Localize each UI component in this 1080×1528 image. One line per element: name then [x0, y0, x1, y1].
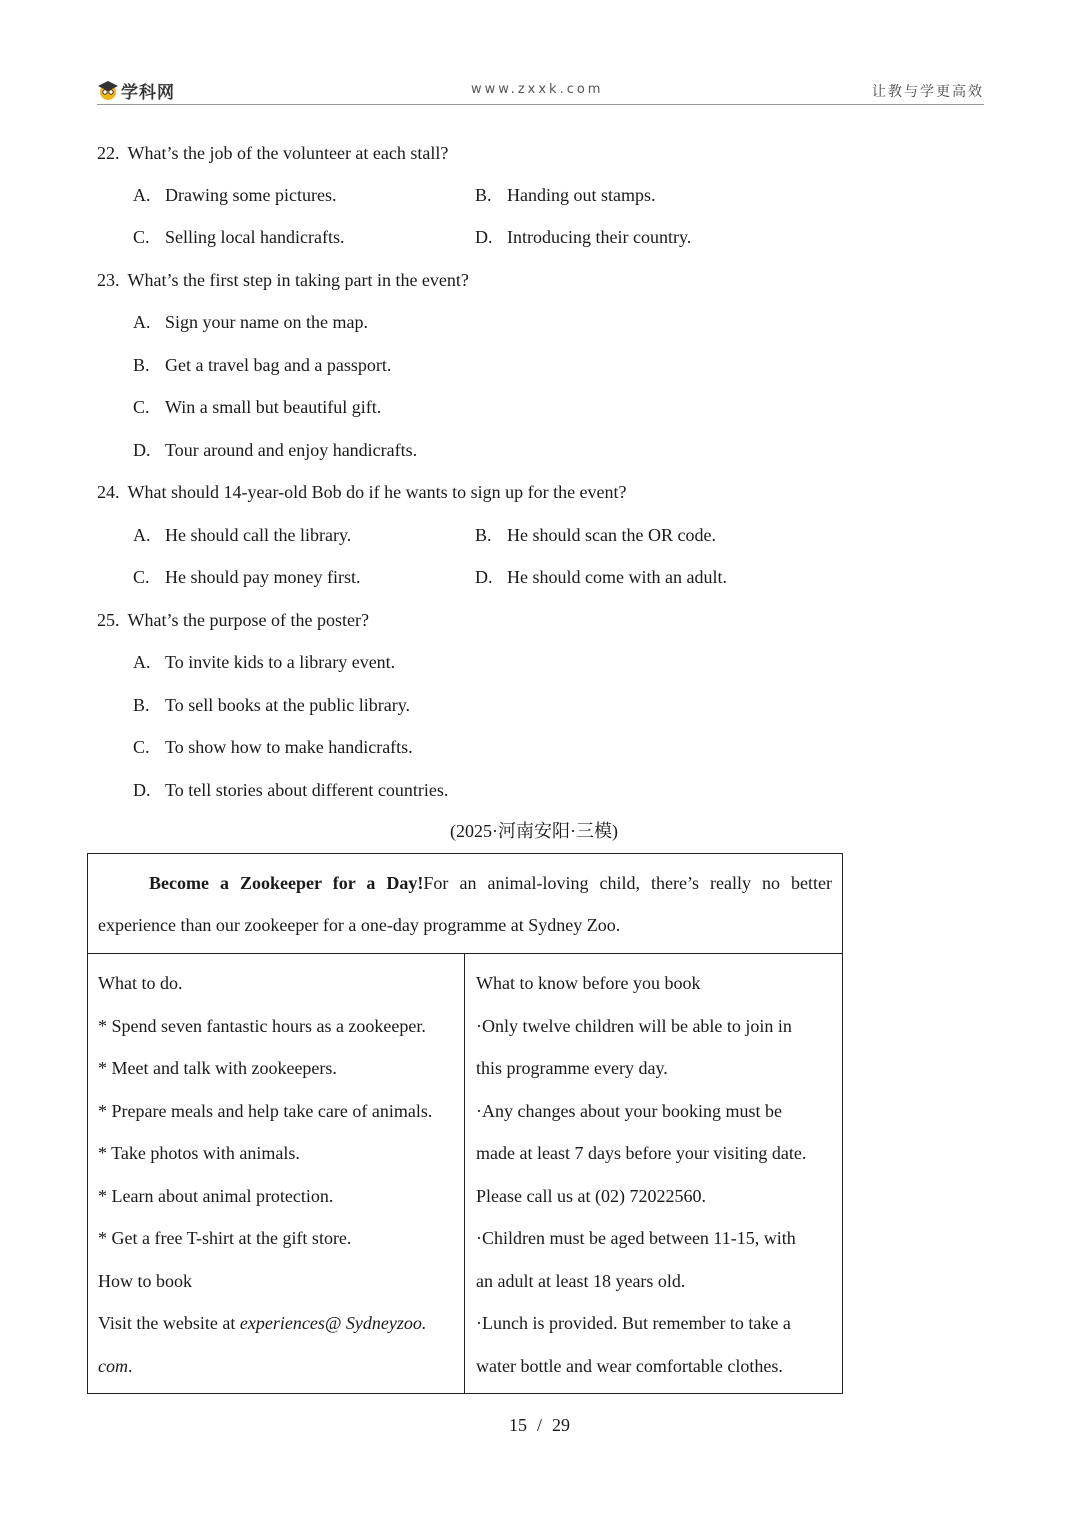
option-25b: B. To sell books at the public library.: [133, 695, 411, 715]
option-23a: A. Sign your name on the map.: [133, 312, 368, 332]
question-25: [97, 609, 369, 631]
info-line: water bottle and wear comfortable clothes.: [476, 1356, 783, 1376]
option-22b: B. Handing out stamps.: [475, 185, 656, 205]
list-item: * Get a free T-shirt at the gift store.: [98, 1228, 352, 1248]
info-line: ·Children must be aged between 11-15, with: [476, 1228, 796, 1248]
info-line: ·Only twelve children will be able to join in: [476, 1016, 792, 1036]
question-23: [97, 269, 469, 291]
info-line: an adult at least 18 years old.: [476, 1271, 686, 1291]
what-to-know-column: [465, 954, 842, 1393]
poster-intro: [88, 854, 842, 954]
website-line: Visit the website at experiences@ Sydneyzoo.: [98, 1313, 427, 1333]
option-24d: D. He should come with an adult.: [475, 567, 727, 587]
website-link-end[interactable]: com: [98, 1356, 128, 1376]
question-22: [97, 142, 448, 164]
zookeeper-poster: [87, 853, 843, 1394]
website-line-2: com.: [98, 1356, 133, 1376]
option-22c: C. Selling local handicrafts.: [133, 227, 345, 247]
site-url: www.zxxk.com: [471, 82, 604, 97]
website-link[interactable]: experiences@ Sydneyzoo.: [239, 1313, 427, 1333]
column-heading: What to know before you book: [476, 973, 701, 993]
option-24b: B. He should scan the OR code.: [475, 525, 716, 545]
question-24: [97, 481, 627, 503]
exam-source: (2025·河南安阳·三模): [450, 821, 618, 841]
info-line: ·Lunch is provided. But remember to take a: [476, 1313, 791, 1333]
page-number: 15 / 29: [509, 1415, 571, 1435]
option-23d: D. Tour around and enjoy handicrafts.: [133, 440, 418, 460]
how-to-book-heading: How to book: [98, 1271, 192, 1291]
list-item: * Take photos with animals.: [98, 1143, 300, 1163]
question-text: What should 14-year-old Bob do if he wants to sign up for the event?: [127, 482, 627, 502]
total-pages: 29: [552, 1415, 571, 1435]
info-line: Please call us at (02) 72022560.: [476, 1186, 706, 1206]
option-25d: D. To tell stories about different countries.: [133, 780, 449, 800]
slogan: 让教与学更高效: [872, 84, 984, 100]
option-25a: A. To invite kids to a library event.: [133, 652, 396, 672]
option-23b: B. Get a travel bag and a passport.: [133, 355, 392, 375]
question-number: 23.: [97, 270, 120, 290]
page-header: [97, 76, 984, 105]
info-line: made at least 7 days before your visiting date.: [476, 1143, 807, 1163]
graduate-cap-logo-icon: [97, 79, 119, 101]
question-text: What’s the first step in taking part in the event?: [127, 270, 469, 290]
question-number: 25.: [97, 610, 120, 630]
option-22d: D. Introducing their country.: [475, 227, 692, 247]
poster-intro-line-2: experience than our zookeeper for a one-day programme at Sydney Zoo.: [98, 915, 621, 935]
what-to-do-column: [88, 954, 465, 1393]
current-page: 15: [509, 1415, 527, 1435]
info-line: this programme every day.: [476, 1058, 668, 1078]
column-heading: What to do.: [98, 973, 183, 993]
info-line: ·Any changes about your booking must be: [476, 1101, 782, 1121]
poster-title: Become a Zookeeper for a Day!: [149, 873, 424, 893]
logo: [97, 78, 175, 102]
list-item: * Meet and talk with zookeepers.: [98, 1058, 337, 1078]
list-item: * Prepare meals and help take care of animals.: [98, 1101, 433, 1121]
list-item: * Learn about animal protection.: [98, 1186, 334, 1206]
option-25c: C. To show how to make handicrafts.: [133, 737, 413, 757]
option-24a: A. He should call the library.: [133, 525, 352, 545]
question-number: 22.: [97, 143, 120, 163]
option-22a: A. Drawing some pictures.: [133, 185, 337, 205]
option-24c: C. He should pay money first.: [133, 567, 361, 587]
option-23c: C. Win a small but beautiful gift.: [133, 397, 382, 417]
question-text: What’s the job of the volunteer at each stall?: [127, 143, 449, 163]
poster-intro-line-1: Become a Zookeeper for a Day!For an animal-loving child, there’s really no better: [149, 873, 832, 893]
question-number: 24.: [97, 482, 120, 502]
list-item: * Spend seven fantastic hours as a zookeeper.: [98, 1016, 426, 1036]
logo-text: 学科网: [121, 82, 175, 103]
question-text: What’s the purpose of the poster?: [127, 610, 369, 630]
